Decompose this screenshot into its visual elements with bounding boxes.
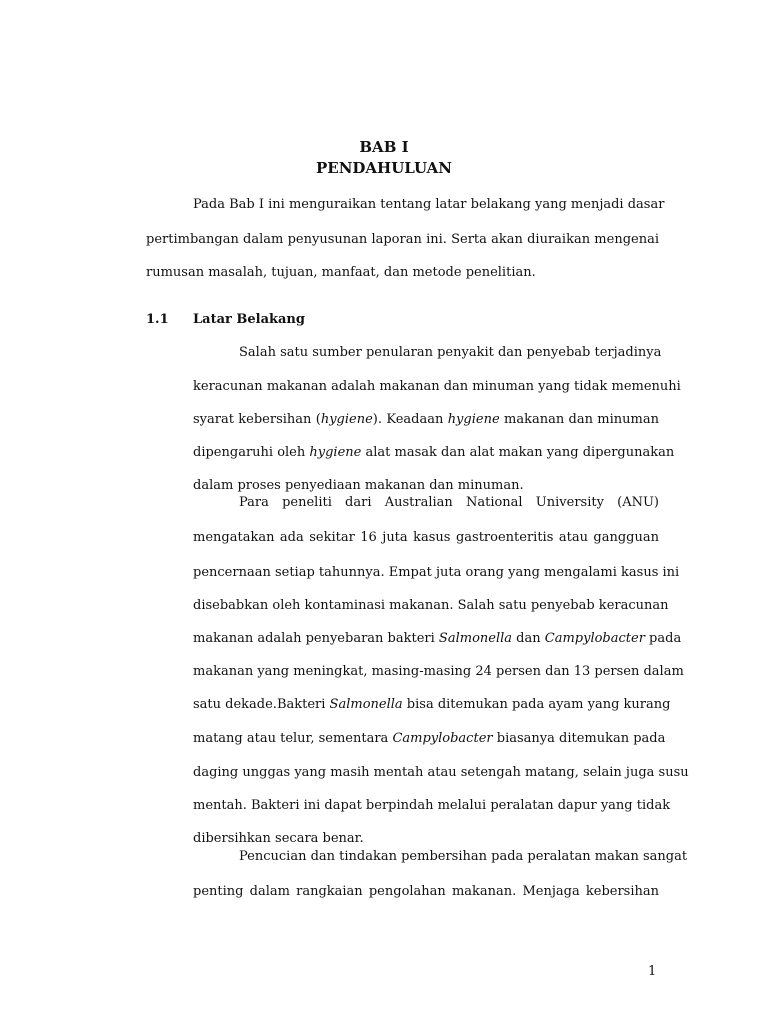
p2-line-7: satu dekade.Bakteri Salmonella bisa ditemukan pada ayam yang kurang <box>193 697 671 712</box>
intro-line-2: pertimbangan dalam penyusunan laporan ini. Serta akan diuraikan mengenai <box>146 232 659 247</box>
p1-line-3: syarat kebersihan (hygiene). Keadaan hygiene makanan dan minuman <box>193 412 659 427</box>
intro-line-1: Pada Bab I ini menguraikan tentang latar belakang yang menjadi dasar <box>193 197 665 212</box>
p1-line-1: Salah satu sumber penularan penyakit dan penyebab terjadinya <box>239 345 662 360</box>
p2-line-1: Para peneliti dari Australian National University (ANU) <box>239 495 659 510</box>
p2-line-4: disebabkan oleh kontaminasi makanan. Salah satu penyebab keracunan <box>193 598 669 613</box>
p2-line-11: dibersihkan secara benar. <box>193 831 364 846</box>
section-title: Latar Belakang <box>193 312 305 327</box>
p2-line-2: mengatakan ada sekitar 16 juta kasus gastroenteritis atau gangguan <box>193 530 659 545</box>
chapter-label: BAB I <box>359 138 409 156</box>
chapter-title: PENDAHULUAN <box>315 159 453 177</box>
page-number: 1 <box>648 964 657 979</box>
intro-line-3: rumusan masalah, tujuan, manfaat, dan metode penelitian. <box>146 265 536 280</box>
p2-line-6: makanan yang meningkat, masing-masing 24 persen dan 13 persen dalam <box>193 664 684 679</box>
p2-line-10: mentah. Bakteri ini dapat berpindah melalui peralatan dapur yang tidak <box>193 798 671 813</box>
p2-line-3: pencernaan setiap tahunnya. Empat juta orang yang mengalami kasus ini <box>193 565 680 580</box>
p1-line-4: dipengaruhi oleh hygiene alat masak dan alat makan yang dipergunakan <box>193 445 675 460</box>
p2-line-9: daging unggas yang masih mentah atau setengah matang, selain juga susu <box>193 765 689 780</box>
p2-line-5: makanan adalah penyebaran bakteri Salmonella dan Campylobacter pada <box>193 631 682 646</box>
p1-line-5: dalam proses penyediaan makanan dan minuman. <box>193 478 524 493</box>
p1-line-2: keracunan makanan adalah makanan dan minuman yang tidak memenuhi <box>193 379 681 394</box>
section-number: 1.1 <box>146 312 169 327</box>
p2-line-8: matang atau telur, sementara Campylobacter biasanya ditemukan pada <box>193 731 666 746</box>
p3-line-2: penting dalam rangkaian pengolahan makanan. Menjaga kebersihan <box>193 884 659 899</box>
p3-line-1: Pencucian dan tindakan pembersihan pada peralatan makan sangat <box>239 849 688 864</box>
